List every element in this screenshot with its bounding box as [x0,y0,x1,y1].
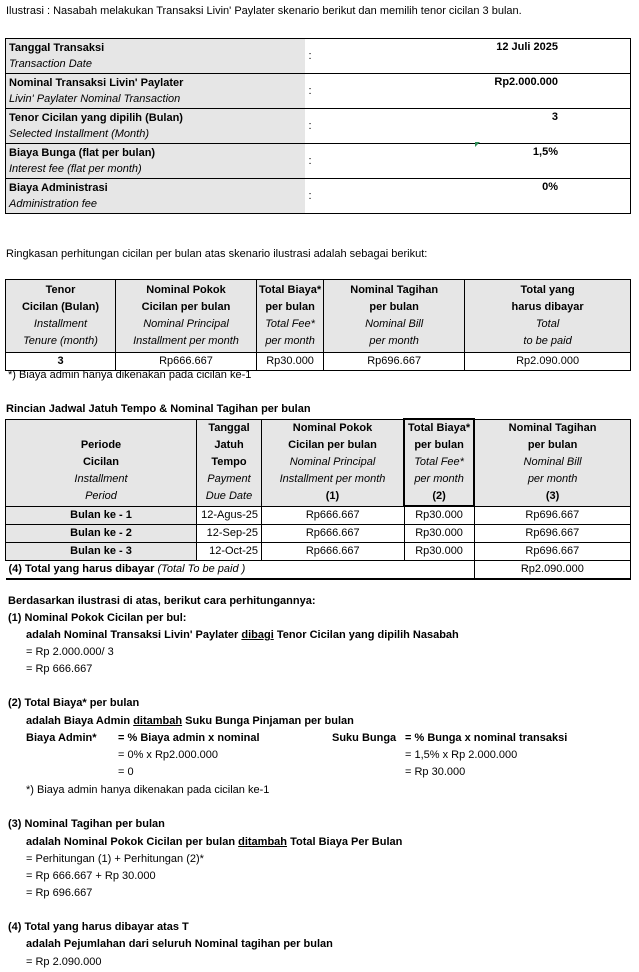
schedule-total-label: (4) Total yang harus dibayar [8,563,155,575]
info-colon: : [305,109,328,144]
header-line: Nominal Pokok [146,284,226,296]
schedule-title: Rincian Jadwal Jatuh Tempo & Nominal Tagihan per bulan [6,403,311,415]
schedule-due-date: 12-Sep-25 [197,525,262,543]
header-line: per month [369,335,419,347]
calc-step3-title: (3) Nominal Tagihan per bulan [8,818,165,830]
calc-admin-line: = 0 [118,766,134,778]
header-line: per bulan [369,301,419,313]
info-value: 12 Juli 2025 [329,39,631,74]
schedule-fee: Rp30.000 [404,506,474,525]
desc-text: Total Biaya Per Bulan [287,836,403,848]
schedule-period: Bulan ke - 1 [6,506,197,525]
header-line: Total Fee* [414,456,464,468]
header-line: Installment [74,473,128,485]
schedule-fee: Rp30.000 [404,525,474,543]
info-sublabel: Interest fee (flat per month) [9,163,142,175]
header-line: Cicilan (Bulan) [21,301,99,313]
info-colon: : [305,144,328,179]
summary-cell-total: Rp2.090.000 [465,353,631,371]
calc-step2-note: *) Biaya admin hanya dikenakan pada cicilan ke-1 [26,784,270,796]
desc-text: Suku Bunga Pinjaman per bulan [182,715,354,727]
header-line: Total Biaya* [408,422,471,434]
header-line: Installment per month [133,335,239,347]
header-line: Nominal Bill [365,318,424,330]
calc-interest-line: = Rp 30.000 [405,766,466,778]
desc-text: adalah Biaya Admin [26,715,134,727]
calc-step1-title: (1) Nominal Pokok Cicilan per bul: [8,612,187,624]
desc-text: adalah Nominal Pokok Cicilan per bulan [26,836,239,848]
info-colon: : [305,179,328,214]
info-label-cell [6,39,306,74]
schedule-principal: Rp666.667 [262,543,405,561]
info-row [6,144,631,179]
schedule-due-date: 12-Agus-25 [197,506,262,525]
calc-step4-desc: adalah Pejumlahan dari seluruh Nominal tagihan per bulan [26,938,333,950]
summary-cell-principal: Rp666.667 [116,353,257,371]
summary-data-row [6,353,631,371]
calc-step4-title: (4) Total yang harus dibayar atas T [8,921,189,933]
summary-intro: Ringkasan perhitungan cicilan per bulan atas skenario ilustrasi adalah sebagai berikut: [6,248,428,260]
header-line: Total [535,318,560,330]
info-label-cell [6,144,306,179]
header-line: Cicilan per bulan [141,301,231,313]
header-line: Installment [33,318,88,330]
calc-step3-line: = Rp 696.667 [26,887,93,899]
info-sublabel: Transaction Date [9,58,92,70]
summary-cell-tenor: 3 [6,353,116,371]
info-label: Nominal Transaksi Livin' Paylater [9,77,184,89]
info-sublabel: Livin' Paylater Nominal Transaction [9,93,181,105]
desc-text: Tenor Cicilan yang dipilih Nasabah [273,629,459,641]
header-line: Tenor [45,284,76,296]
info-sublabel: Administration fee [9,198,98,210]
info-row [6,39,631,74]
info-label: Tenor Cicilan yang dipilih (Bulan) [9,112,183,124]
summary-table [5,279,631,371]
calc-step3-desc [26,836,402,848]
cell-comment-marker [475,142,480,147]
info-row [6,74,631,109]
calc-step3-line: = Perhitungan (1) + Perhitungan (2)* [26,853,204,865]
calc-step3-line: = Rp 666.667 + Rp 30.000 [26,870,156,882]
schedule-fee: Rp30.000 [404,543,474,561]
header-line [9,420,193,437]
calc-step4-line: = Rp 2.090.000 [26,956,102,968]
info-row [6,179,631,214]
header-line: Tenure (month) [23,335,98,347]
info-sublabel: Selected Installment (Month) [9,128,150,140]
header-line: Total Fee* [265,318,315,330]
header-line: Tanggal [208,422,250,434]
schedule-bill: Rp696.667 [474,525,630,543]
schedule-due-date: 12-Oct-25 [197,543,262,561]
header-line: Nominal Tagihan [350,284,439,296]
schedule-header-cell [474,419,630,506]
summary-header-cell [257,280,324,353]
calc-step1-line: = Rp 666.667 [26,663,93,675]
header-line: per bulan [414,439,464,451]
header-line: (2) [432,490,446,502]
info-value: 0% [329,179,631,214]
info-value: Rp2.000.000 [329,74,631,109]
schedule-table [5,418,631,580]
calc-admin-label: Biaya Admin* [26,732,97,744]
header-line: Total Biaya* [259,284,322,296]
intro-text: Ilustrasi : Nasabah melakukan Transaksi Livin' Paylater skenario berikut dan memilih tenor cicilan 3 bulan. [6,5,522,17]
header-line: Nominal Principal [289,456,376,468]
schedule-bill: Rp696.667 [474,506,630,525]
info-label-cell [6,179,306,214]
calc-step2-desc [26,715,354,727]
calc-intro: Berdasarkan ilustrasi di atas, berikut cara perhitungannya: [8,595,316,607]
header-line: per month [414,473,464,485]
schedule-total-label-en: (Total To be paid ) [157,563,246,575]
info-value: 3 [329,109,631,144]
calc-step1-line: = Rp 2.000.000/ 3 [26,646,114,658]
info-label: Tanggal Transaksi [9,42,105,54]
header-line: Total yang [520,284,575,296]
schedule-total-row [6,561,631,580]
header-line: Cicilan [82,456,120,468]
schedule-header-cell [404,419,474,506]
summary-cell-bill: Rp696.667 [324,353,465,371]
info-colon: : [305,74,328,109]
schedule-header-cell [6,419,197,506]
summary-header-cell [6,280,116,353]
header-line: Periode [80,439,122,451]
schedule-header-cell [197,419,262,506]
header-line: harus dibayar [511,301,584,313]
calc-step1-desc [26,629,459,641]
header-line: to be paid [523,335,572,347]
schedule-row [6,506,631,525]
calc-interest-formula: = % Bunga x nominal transaksi [405,732,568,744]
header-line: per bulan [527,439,578,451]
header-line: Nominal Tagihan [508,422,597,434]
header-line: Payment [207,473,251,485]
schedule-bill: Rp696.667 [474,543,630,561]
schedule-row [6,525,631,543]
info-label: Biaya Administrasi [9,182,108,194]
desc-emphasis: dibagi [241,629,274,641]
schedule-total-value: Rp2.090.000 [474,561,630,580]
schedule-period: Bulan ke - 3 [6,543,197,561]
schedule-total-label-cell [6,561,475,580]
info-label: Biaya Bunga (flat per bulan) [9,147,156,159]
schedule-period: Bulan ke - 2 [6,525,197,543]
header-line: per month [265,335,315,347]
calc-admin-formula: = % Biaya admin x nominal [118,732,260,744]
schedule-row [6,543,631,561]
calc-interest-line: = 1,5% x Rp 2.000.000 [405,749,518,761]
info-value: 1,5% [329,144,631,179]
header-line: (3) [545,490,560,502]
schedule-principal: Rp666.667 [262,525,405,543]
schedule-header-row [6,419,631,506]
summary-header-cell [116,280,257,353]
header-line: Installment per month [279,473,386,485]
header-line: per bulan [265,301,315,313]
summary-header-cell [324,280,465,353]
info-row [6,109,631,144]
header-line: Jatuh [214,439,244,451]
transaction-info-table [5,38,631,214]
summary-header-row [6,280,631,353]
calc-admin-line: = 0% x Rp2.000.000 [118,749,218,761]
info-label-cell [6,74,306,109]
header-line: per month [527,473,578,485]
header-line: Nominal Bill [523,456,582,468]
header-line: Nominal Principal [143,318,229,330]
schedule-principal: Rp666.667 [262,506,405,525]
info-colon: : [305,39,328,74]
schedule-header-cell [262,419,405,506]
header-line: Tempo [211,456,247,468]
header-line: Due Date [205,490,253,502]
summary-note: *) Biaya admin hanya dikenakan pada cicilan ke-1 [8,369,252,381]
desc-emphasis: ditambah [133,715,183,727]
summary-cell-fee: Rp30.000 [257,353,324,371]
desc-emphasis: ditambah [238,836,288,848]
desc-text: adalah Nominal Transaksi Livin' Paylater [26,629,242,641]
info-label-cell [6,109,306,144]
header-line: Cicilan per bulan [288,439,377,451]
header-line: Nominal Pokok [292,422,373,434]
calc-step2-title: (2) Total Biaya* per bulan [8,697,140,709]
calc-interest-label: Suku Bunga [332,732,397,744]
header-line: Period [85,490,117,502]
summary-header-cell [465,280,631,353]
header-line: (1) [325,490,340,502]
